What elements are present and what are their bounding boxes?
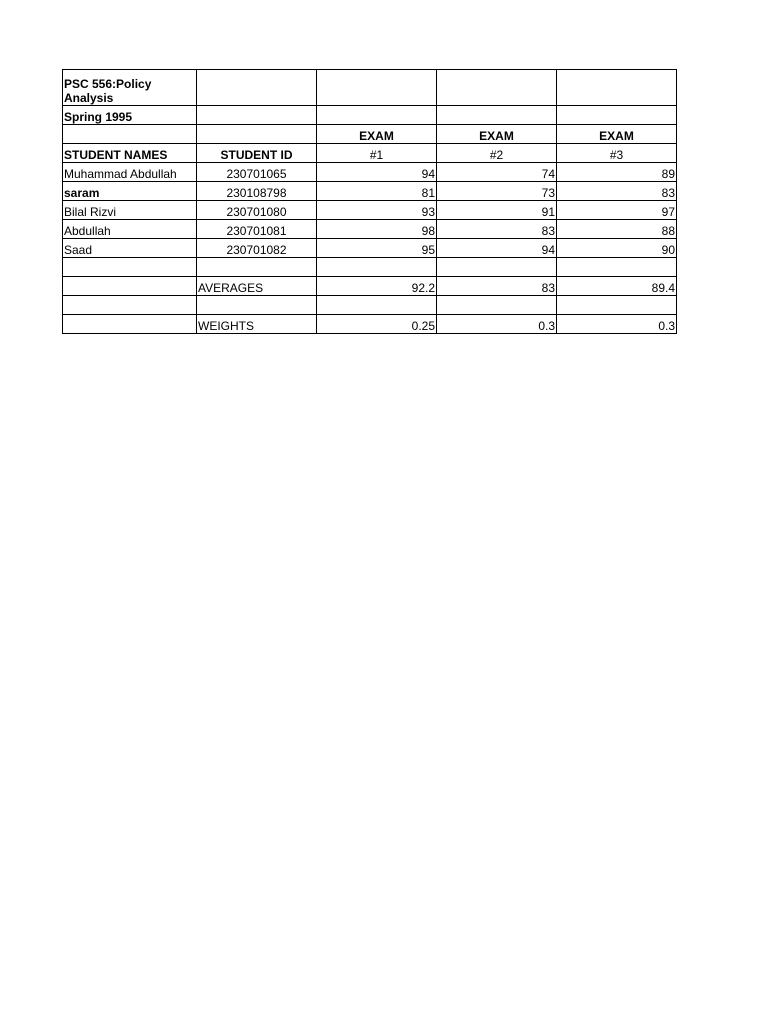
exam1-number-header[interactable]: #1 [317, 144, 437, 163]
empty-cell[interactable] [197, 125, 317, 144]
exam2-score-cell[interactable]: 83 [437, 220, 557, 239]
empty-cell[interactable] [317, 70, 437, 106]
exam1-average-cell[interactable]: 92.2 [317, 277, 437, 296]
exam2-number-header[interactable]: #2 [437, 144, 557, 163]
empty-cell[interactable] [437, 70, 557, 106]
empty-cell[interactable] [63, 125, 197, 144]
empty-cell[interactable] [557, 258, 677, 277]
table-row [63, 239, 677, 258]
column-header-row [63, 144, 677, 163]
table-row [63, 220, 677, 239]
averages-row [63, 277, 677, 296]
student-names-header[interactable]: STUDENT NAMES [63, 144, 197, 163]
empty-cell[interactable] [63, 315, 197, 334]
student-name-cell[interactable]: Saad [63, 239, 197, 258]
exam1-score-cell[interactable]: 93 [317, 201, 437, 220]
exam2-header-word[interactable]: EXAM [437, 125, 557, 144]
spacer-row [63, 258, 677, 277]
exam3-average-cell[interactable]: 89.4 [557, 277, 677, 296]
empty-cell[interactable] [63, 258, 197, 277]
averages-label[interactable]: AVERAGES [197, 277, 317, 296]
exam3-score-cell[interactable]: 90 [557, 239, 677, 258]
exam2-score-cell[interactable]: 73 [437, 182, 557, 201]
exam2-score-cell[interactable]: 74 [437, 163, 557, 182]
empty-cell[interactable] [437, 106, 557, 125]
spacer-row [63, 296, 677, 315]
term-label[interactable]: Spring 1995 [63, 106, 197, 125]
exam3-score-cell[interactable]: 88 [557, 220, 677, 239]
exam1-score-cell[interactable]: 98 [317, 220, 437, 239]
exam3-score-cell[interactable]: 89 [557, 163, 677, 182]
exam3-number-header[interactable]: #3 [557, 144, 677, 163]
empty-cell[interactable] [557, 296, 677, 315]
student-name-cell[interactable]: Bilal Rizvi [63, 201, 197, 220]
exam1-score-cell[interactable]: 81 [317, 182, 437, 201]
exam3-weight-cell[interactable]: 0.3 [557, 315, 677, 334]
empty-cell[interactable] [197, 106, 317, 125]
title-row [63, 70, 677, 106]
course-title[interactable]: PSC 556:Policy Analysis [63, 70, 197, 106]
empty-cell[interactable] [197, 70, 317, 106]
empty-cell[interactable] [197, 296, 317, 315]
exam2-score-cell[interactable]: 91 [437, 201, 557, 220]
exam2-weight-cell[interactable]: 0.3 [437, 315, 557, 334]
empty-cell[interactable] [317, 258, 437, 277]
table-row [63, 163, 677, 182]
table-row [63, 182, 677, 201]
exam1-weight-cell[interactable]: 0.25 [317, 315, 437, 334]
empty-cell[interactable] [63, 296, 197, 315]
student-id-header[interactable]: STUDENT ID [197, 144, 317, 163]
weights-label[interactable]: WEIGHTS [197, 315, 317, 334]
student-id-cell[interactable]: 230701080 [197, 201, 317, 220]
student-name-cell[interactable]: Abdullah [63, 220, 197, 239]
empty-cell[interactable] [63, 277, 197, 296]
exam3-score-cell[interactable]: 97 [557, 201, 677, 220]
empty-cell[interactable] [317, 296, 437, 315]
student-id-cell[interactable]: 230701065 [197, 163, 317, 182]
exam3-header-word[interactable]: EXAM [557, 125, 677, 144]
student-id-cell[interactable]: 230108798 [197, 182, 317, 201]
exam1-score-cell[interactable]: 94 [317, 163, 437, 182]
student-id-cell[interactable]: 230701081 [197, 220, 317, 239]
empty-cell[interactable] [437, 296, 557, 315]
exam1-header-word[interactable]: EXAM [317, 125, 437, 144]
exam1-score-cell[interactable]: 95 [317, 239, 437, 258]
exam2-score-cell[interactable]: 94 [437, 239, 557, 258]
grade-spreadsheet [62, 69, 677, 334]
term-row [63, 106, 677, 125]
empty-cell[interactable] [557, 106, 677, 125]
student-id-cell[interactable]: 230701082 [197, 239, 317, 258]
table-row [63, 201, 677, 220]
empty-cell[interactable] [197, 258, 317, 277]
empty-cell[interactable] [317, 106, 437, 125]
empty-cell[interactable] [557, 70, 677, 106]
student-name-cell[interactable]: Muhammad Abdullah [63, 163, 197, 182]
student-name-cell[interactable]: saram [63, 182, 197, 201]
exam2-average-cell[interactable]: 83 [437, 277, 557, 296]
weights-row [63, 315, 677, 334]
exam3-score-cell[interactable]: 83 [557, 182, 677, 201]
empty-cell[interactable] [437, 258, 557, 277]
exam-header-row [63, 125, 677, 144]
